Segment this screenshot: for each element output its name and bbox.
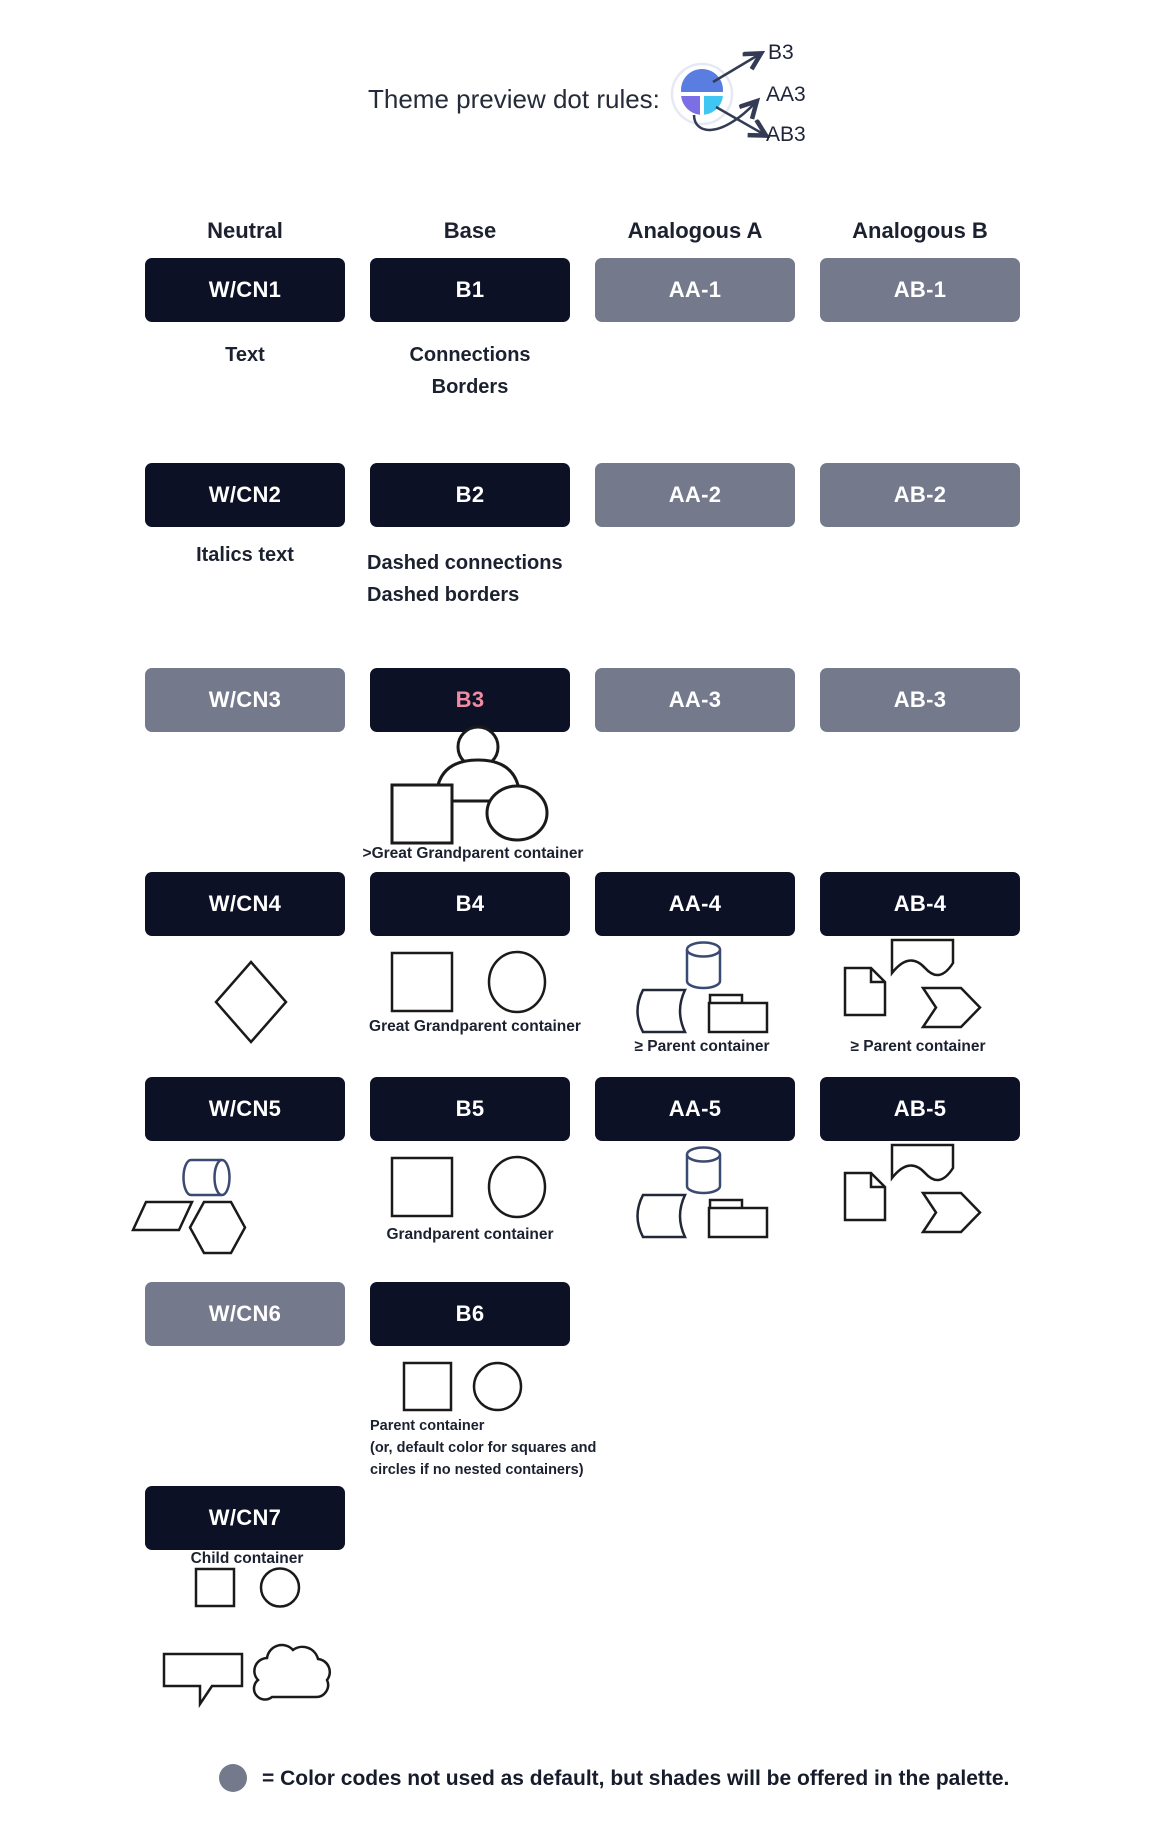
annotation-child-container: Child container <box>190 1550 304 1567</box>
swatch-label: B5 <box>455 1096 485 1121</box>
wcn7-extra-shapes <box>160 1640 340 1710</box>
legend-dot-icon <box>219 1764 247 1792</box>
swatch-label: W/CN4 <box>208 891 282 916</box>
swatch-aa1 <box>595 258 795 322</box>
circle-shape <box>489 952 545 1012</box>
swatch-label: AA-2 <box>668 482 722 507</box>
swatch-label: W/CN1 <box>208 277 282 302</box>
swatch-wcn6 <box>145 1282 345 1346</box>
annotation-grandparent: Grandparent container <box>386 1226 554 1243</box>
swatch-wcn4 <box>145 872 345 936</box>
annotation-parent-line1: Parent container <box>370 1418 485 1434</box>
circle-shape <box>474 1363 521 1410</box>
square-shape <box>392 1158 452 1216</box>
swatch-label: B2 <box>455 482 485 507</box>
annotation-dashed-borders: Dashed borders <box>367 584 520 606</box>
swatch-ab1 <box>820 258 1020 322</box>
b5-example-shapes <box>390 1153 550 1219</box>
swatch-aa2 <box>595 463 795 527</box>
parallelogram-shape <box>133 1202 192 1230</box>
hexagon-shape <box>190 1202 245 1253</box>
b3-example-shapes <box>370 713 580 845</box>
swatch-aa4 <box>595 872 795 936</box>
annotation-parent-aa: ≥ Parent container <box>634 1038 770 1055</box>
cylinder-top-icon <box>687 1148 720 1162</box>
arrow-to-ab3 <box>716 107 765 135</box>
swatch-label: AB-1 <box>893 277 947 302</box>
swatch-wcn3 <box>145 668 345 732</box>
chevron-shape <box>923 988 980 1027</box>
circle-shape <box>487 786 547 840</box>
annotation-borders: Borders <box>431 376 509 398</box>
annotation-connections: Connections <box>409 344 531 366</box>
aa5-example-shapes <box>630 1143 770 1241</box>
annotation-great-grandparent: Great Grandparent container <box>369 1018 581 1035</box>
column-header-base: Base <box>443 218 497 243</box>
swatch-label: AB-2 <box>893 482 947 507</box>
chevron-shape <box>923 1193 980 1232</box>
wcn5-example-shapes <box>125 1150 255 1260</box>
swatch-label: B6 <box>455 1301 485 1326</box>
annotation-parent-line3: circles if no nested containers) <box>370 1462 584 1478</box>
wavy-document-shape <box>892 1145 953 1180</box>
swatch-ab2 <box>820 463 1020 527</box>
note-shape <box>845 968 885 1015</box>
cylinder-top-icon <box>687 943 720 957</box>
swatch-label: B4 <box>455 891 485 916</box>
swatch-ab5 <box>820 1077 1020 1141</box>
swatch-aa3 <box>595 668 795 732</box>
annotation-parent-line2: (or, default color for squares and <box>370 1440 597 1456</box>
swatch-label: W/CN3 <box>208 687 282 712</box>
swatch-wcn1 <box>145 258 345 322</box>
swatch-label: AB-3 <box>893 687 947 712</box>
wcn7-example-shapes <box>190 1560 310 1610</box>
square-shape <box>392 785 452 843</box>
stored-data-shape <box>638 990 686 1032</box>
swatch-label: B3 <box>455 687 485 712</box>
column-header-neutral: Neutral <box>207 218 283 243</box>
swatch-b2 <box>370 463 570 527</box>
aa4-example-shapes <box>630 938 770 1036</box>
arrow-to-b3 <box>713 54 760 82</box>
swatch-ab3 <box>820 668 1020 732</box>
note-shape <box>845 1173 885 1220</box>
speech-bubble-shape <box>164 1654 242 1704</box>
swatch-wcn5 <box>145 1077 345 1141</box>
swatch-label: AA-1 <box>668 277 722 302</box>
annotation-dashed-connections: Dashed connections <box>367 552 563 574</box>
annotation-text: Text <box>225 344 265 366</box>
b6-example-shapes <box>400 1358 530 1415</box>
cylinder-end-icon <box>215 1160 230 1195</box>
folder-rect-shape <box>709 1208 767 1237</box>
swatch-wcn7 <box>145 1486 345 1550</box>
square-shape <box>404 1363 451 1410</box>
dot-label-ab3: AB3 <box>766 123 806 146</box>
dot-label-b3: B3 <box>768 41 794 64</box>
swatch-b5 <box>370 1077 570 1141</box>
swatch-label: W/CN7 <box>208 1505 282 1530</box>
swatch-label: AA-4 <box>668 891 722 916</box>
swatch-ab4 <box>820 872 1020 936</box>
swatch-label: AA-3 <box>668 687 722 712</box>
b4-example-shapes <box>390 950 550 1016</box>
swatch-label: W/CN6 <box>208 1301 282 1326</box>
swatch-label: AB-4 <box>893 891 947 916</box>
square-shape <box>392 953 452 1011</box>
column-header-analogous-b: Analogous B <box>852 218 988 243</box>
swatch-b4 <box>370 872 570 936</box>
page-title: Theme preview dot rules: <box>368 84 660 114</box>
cloud-shape <box>254 1645 330 1699</box>
square-shape <box>196 1569 234 1606</box>
diamond-shape <box>216 962 286 1042</box>
annotation-great-grandparent-gt: >Great Grandparent container <box>362 845 584 862</box>
ab4-example-shapes <box>838 935 988 1030</box>
swatch-label: W/CN2 <box>208 482 282 507</box>
swatch-label: AA-5 <box>668 1096 722 1121</box>
swatch-label: AB-5 <box>893 1096 947 1121</box>
annotation-italics-text: Italics text <box>196 544 294 566</box>
wcn4-example-shapes <box>214 960 288 1044</box>
dot-label-aa3: AA3 <box>766 83 806 106</box>
column-header-analogous-a: Analogous A <box>627 218 763 243</box>
swatch-wcn2 <box>145 463 345 527</box>
wavy-document-shape <box>892 940 953 975</box>
circle-shape <box>261 1569 299 1607</box>
swatch-b1 <box>370 258 570 322</box>
folder-rect-shape <box>709 1003 767 1032</box>
circle-shape <box>489 1157 545 1217</box>
ab5-example-shapes <box>838 1140 988 1235</box>
annotation-parent-ab: ≥ Parent container <box>850 1038 986 1055</box>
swatch-aa5 <box>595 1077 795 1141</box>
swatch-label: W/CN5 <box>208 1096 282 1121</box>
swatch-b6 <box>370 1282 570 1346</box>
legend-note: = Color codes not used as default, but shades will be offered in the palette. <box>262 1767 1010 1790</box>
stored-data-shape <box>638 1195 686 1237</box>
swatch-label: B1 <box>455 277 485 302</box>
